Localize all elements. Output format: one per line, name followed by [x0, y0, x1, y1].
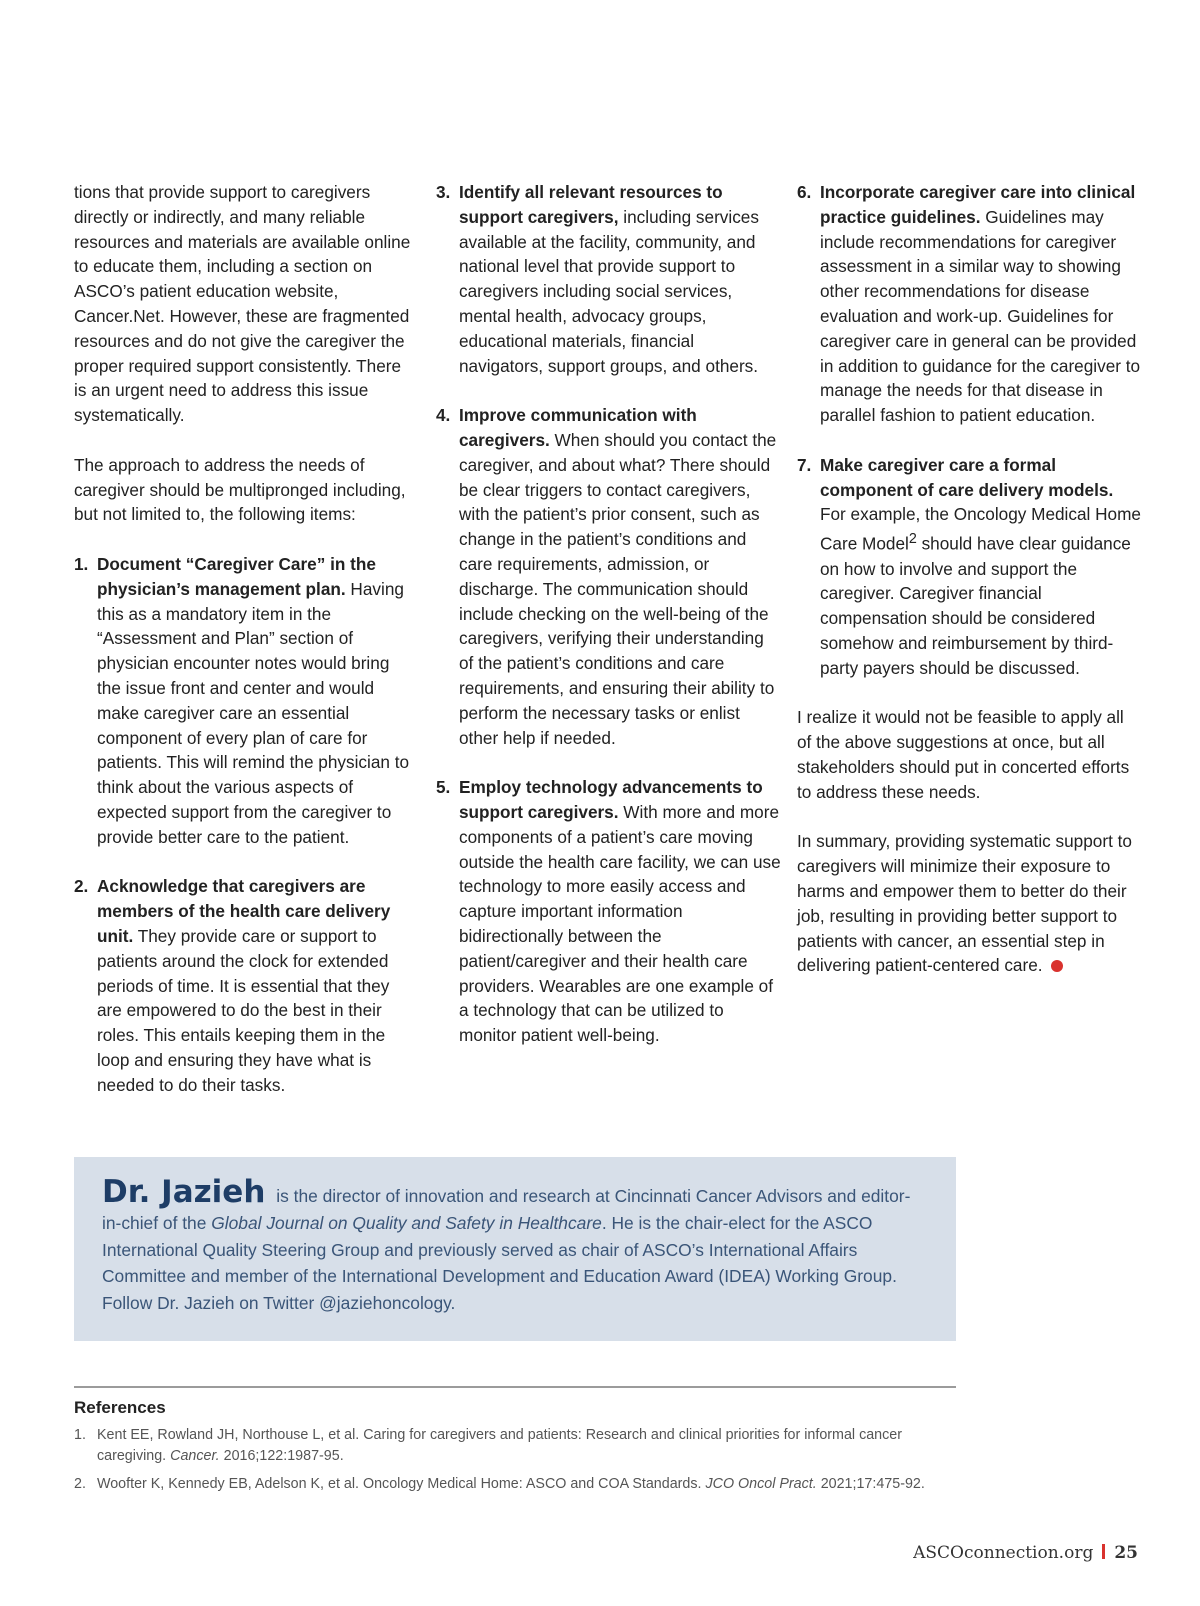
item-number: 1. — [74, 553, 89, 574]
item-heading: Incorporate caregiver care into clinical practice guidelines. — [820, 182, 1136, 227]
end-mark-icon — [1051, 960, 1063, 972]
site-name: ASCOconnection.org — [913, 1543, 1094, 1563]
item-text: including services available at the facility, community, and national level that provide support to caregivers including social services, mental health, advocacy groups, educational materials, financial navigators, support groups, and others. — [459, 206, 759, 376]
reference-item — [74, 1474, 956, 1495]
bio-text: is the director of innovation and research at Cincinnati Cancer Advisors and editor-in-chief of the — [102, 1186, 911, 1233]
paragraph: tions that provide support to caregivers directly or indirectly, and many reliable resources and materials are available online to educate them, including a section on ASCO’s patient education website, Cancer.Net. However, these are fragmented resources and do not give the caregiver the proper required support consistently. There is an urgent need to address this issue systematically. — [74, 182, 411, 426]
journal-title: Global Journal on Quality and Safety in Healthcare — [211, 1212, 602, 1233]
item-number: 2. — [74, 876, 89, 897]
references-heading: References — [74, 1398, 166, 1417]
recommendation-list — [74, 552, 414, 1098]
recommendation-list — [436, 180, 782, 1048]
list-item — [436, 180, 782, 378]
list-item — [74, 552, 414, 850]
item-number: 7. — [797, 454, 812, 475]
list-item — [436, 775, 782, 1048]
item-text: Having this as a mandatory item in the “Assessment and Plan” section of physician encounter notes would bring the issue front and center and would make caregiver care an essential component of every plan of care for patients. This will remind the physician to think about the various aspects of expected support from the caregiver to provide better care to the patient. — [97, 578, 410, 847]
author-name: Dr. Jazieh — [102, 1174, 266, 1210]
item-heading: Identify all relevant resources to support caregivers, — [459, 182, 723, 227]
author-bio-box — [74, 1157, 956, 1341]
item-heading: Make caregiver care a formal component of care delivery models. — [820, 454, 1114, 500]
references-list — [74, 1425, 956, 1502]
column-3 — [797, 180, 1141, 1003]
bio-text: . He is the chair-elect for the ASCO International Quality Steering Group and previously served as chair of ASCO’s International Affairs Committee and member of the International Development and Education Award (IDEA) Working Group. Follow Dr. Jazieh on Twitter @jaziehoncology. — [102, 1212, 897, 1314]
column-2 — [436, 180, 782, 1073]
citation-superscript: 2 — [908, 531, 917, 548]
reference-item — [74, 1425, 956, 1467]
recommendation-list — [797, 180, 1141, 681]
item-number: 5. — [436, 777, 451, 798]
item-text: When should you contact the caregiver, and about what? There should be clear triggers to contact caregivers, with the patient’s prior consent, such as change in the patient’s conditions and care requirements, admission, or discharge. The communication should include checking on the well-being of the caregivers, verifying their understanding of the patient’s conditions and care requirements, and ensuring their ability to perform the necessary tasks or enlist other help if needed. — [459, 429, 777, 748]
column-1 — [74, 180, 414, 1122]
reference-citation: 2021;17:475-92. — [816, 1476, 925, 1492]
reference-number: 2. — [74, 1476, 86, 1492]
item-text: Guidelines may include recommendations for caregiver assessment in a similar way to showing other recommendations for disease evaluation and work-up. Guidelines for caregiver care in general can be provided in addition to guidance for the caregiver to manage the needs for that disease in parallel fashion to patient education. — [820, 206, 1141, 426]
item-number: 3. — [436, 182, 451, 202]
paragraph: The approach to address the needs of caregiver should be multipronged including, but not limited to, the following items: — [74, 454, 406, 525]
reference-text: Woofter K, Kennedy EB, Adelson K, et al. Oncology Medical Home: ASCO and COA Standards. — [97, 1476, 706, 1492]
item-text: should have clear guidance on how to involve and support the caregiver. Caregiver financial compensation should be considered somehow and reimbursement by third-party payers should be discussed. — [820, 533, 1131, 678]
list-item — [797, 453, 1141, 681]
item-heading: Employ technology advancements to support caregivers. — [459, 777, 763, 822]
item-heading: Improve communication with caregivers. — [459, 405, 697, 450]
divider — [74, 1386, 956, 1388]
list-item — [74, 874, 414, 1097]
paragraph-text: In summary, providing systematic support to caregivers will minimize their exposure to harms and empower them to better do their job, resulting in providing better support to patients with cancer, an essential step in delivering patient-centered care. — [797, 831, 1132, 976]
item-heading: Acknowledge that caregivers are members of the health care delivery unit. — [97, 876, 391, 946]
item-text: They provide care or support to patients around the clock for extended periods of time. It is essential that they are empowered to do the best in their roles. This entails keeping them in the loop and ensuring they have what is needed to do their tasks. — [97, 925, 390, 1095]
reference-journal: JCO Oncol Pract. — [705, 1476, 817, 1492]
item-heading: Document “Caregiver Care” in the physician’s management plan. — [97, 553, 376, 599]
item-text: With more and more components of a patient’s care moving outside the health care facility, we can use technology to more easily access and capture important information bidirectionally between the patient/caregiver and their health care providers. Wearables are one example of a technology that can be utilized to monitor patient well-being. — [459, 801, 781, 1046]
page-number: 25 — [1114, 1543, 1138, 1563]
reference-text: Kent EE, Rowland JH, Northouse L, et al. Caring for caregivers and patients: Research and clinical priorities for informal cancer caregiving. — [97, 1427, 902, 1464]
item-number: 6. — [797, 182, 812, 202]
reference-journal: Cancer. — [170, 1448, 220, 1464]
separator-bar — [1102, 1544, 1105, 1559]
reference-number: 1. — [74, 1427, 86, 1443]
closing-paragraph — [797, 829, 1141, 978]
reference-citation: 2016;122:1987-95. — [219, 1448, 344, 1464]
list-item — [436, 403, 782, 750]
item-text: For example, the Oncology Medical Home Care Model — [820, 504, 1141, 554]
page-footer — [913, 1543, 1138, 1563]
item-number: 4. — [436, 405, 451, 426]
list-item — [797, 180, 1141, 428]
paragraph: I realize it would not be feasible to apply all of the above suggestions at once, but all stakeholders should put in concerted efforts to address these needs. — [797, 707, 1130, 802]
